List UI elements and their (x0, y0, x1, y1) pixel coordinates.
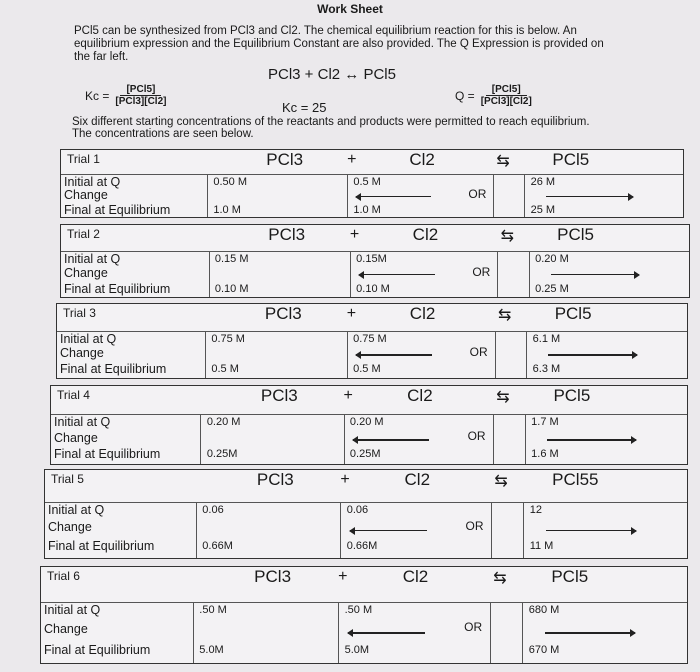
row-label-final: Final at Equilibrium (44, 642, 151, 657)
pcl5-final: 25 M (530, 203, 556, 216)
left-change-arrow (350, 530, 427, 532)
row-label-final: Final at Equilibrium (60, 362, 167, 377)
cl2-final: 5.0M (344, 643, 370, 656)
row-label-change: Change (60, 346, 104, 361)
or-label: OR (469, 344, 488, 359)
equilibrium-arrow: ⇆ (498, 307, 512, 324)
plus-sign: + (343, 387, 353, 404)
pcl3-final: 5.0M (199, 643, 224, 656)
trial-table (60, 149, 684, 218)
column-divider (193, 602, 194, 663)
cl2-initial: 0.06 (346, 503, 369, 516)
pcl3-initial: 0.50 M (213, 176, 248, 189)
kc-denominator: [PCl3][Cl2] (115, 96, 167, 107)
species-pcl3: PCl3 (264, 304, 302, 323)
species-pcl3: PCl3 (256, 470, 294, 489)
pcl5-final: 0.25 M (535, 282, 569, 295)
right-change-arrow (545, 632, 635, 634)
pcl3-final: 0.25M (206, 448, 238, 461)
pcl5-initial: 26 M (530, 176, 556, 189)
column-divider (347, 174, 348, 217)
pcl5-initial: 6.1 M (532, 332, 561, 345)
column-divider (205, 331, 206, 378)
q-fraction (481, 84, 532, 107)
column-divider (524, 174, 525, 217)
equilibrium-arrow: ⇆ (496, 389, 510, 406)
species-cl2: Cl2 (409, 304, 436, 323)
cl2-final: 0.66M (346, 540, 378, 553)
column-divider (350, 251, 351, 297)
row-label-change: Change (48, 520, 92, 535)
row-label-final: Final at Equilibrium (64, 281, 171, 296)
plus-sign: + (346, 305, 357, 322)
pcl3-initial: .50 M (199, 603, 227, 616)
reaction-equation: PCl3 + Cl2 ↔ PCl5 (268, 66, 396, 83)
plus-sign: + (338, 568, 348, 585)
column-divider (522, 602, 523, 663)
species-cl2: Cl2 (402, 567, 429, 586)
species-pcl5: PCl5 (552, 150, 590, 169)
or-label: OR (464, 619, 483, 634)
species-cl2: Cl2 (409, 150, 435, 169)
row-label-final: Final at Equilibrium (64, 202, 171, 217)
pcl3-initial: 0.15 M (214, 252, 249, 265)
pcl5-final: 11 M (529, 540, 554, 553)
kc-numerator: [PCl5] (120, 84, 161, 96)
trial-name: Trial 4 (57, 388, 90, 402)
right-change-arrow (546, 196, 633, 198)
column-divider (523, 502, 524, 558)
trial-name: Trial 1 (67, 152, 100, 166)
pcl3-final: 0.10 M (214, 282, 249, 295)
row-label-change: Change (64, 188, 108, 203)
trial-table (40, 566, 688, 664)
row-label-initial: Initial at Q (64, 251, 121, 266)
pcl3-final: 0.66M (202, 540, 233, 553)
cl2-initial: 0.5 M (353, 176, 381, 189)
trial-name: Trial 3 (63, 306, 96, 320)
cl2-final: 0.10 M (356, 282, 390, 295)
row-divider (61, 251, 689, 252)
row-label-change: Change (64, 266, 108, 281)
species-pcl3: PCl3 (268, 225, 306, 244)
species-pcl3: PCl3 (266, 150, 304, 169)
species-pcl5: PCl5 (551, 567, 589, 586)
column-divider (490, 602, 491, 663)
left-change-arrow (359, 274, 434, 276)
pcl3-final: 1.0 M (213, 203, 241, 216)
column-divider (529, 251, 530, 297)
q-label: Q = (455, 88, 475, 103)
column-divider (196, 502, 197, 558)
q-expression (455, 84, 532, 107)
row-label-change: Change (54, 430, 98, 445)
species-pcl5: PCl5 (554, 304, 592, 323)
equilibrium-arrow: ⇆ (493, 570, 507, 587)
cl2-final: 1.0 M (353, 203, 381, 216)
pcl5-initial: 680 M (528, 603, 560, 616)
row-label-initial: Initial at Q (44, 602, 101, 617)
page-title: Work Sheet (317, 2, 383, 16)
instructions-text: Six different starting concentrations of the reactants and products were permitted to reach equilibrium. The concentrations are seen below. (72, 116, 590, 140)
cl2-initial: 0.75 M (353, 332, 387, 345)
species-pcl5: PCl5 (553, 386, 591, 405)
row-label-final: Final at Equilibrium (54, 447, 161, 462)
cl2-initial: .50 M (344, 603, 373, 616)
kc-fraction (115, 84, 166, 107)
column-divider (200, 414, 201, 464)
left-change-arrow (356, 354, 432, 356)
left-change-arrow (356, 196, 431, 198)
right-change-arrow (548, 354, 636, 356)
trial-table (50, 385, 688, 465)
column-divider (525, 414, 526, 464)
equilibrium-arrow: ⇆ (494, 473, 508, 490)
trial-table (44, 469, 688, 559)
q-denominator: [PCl3][Cl2] (480, 96, 532, 107)
or-label: OR (467, 429, 486, 444)
column-divider (344, 414, 345, 464)
species-cl2: Cl2 (404, 470, 431, 489)
plus-sign: + (340, 471, 350, 488)
pcl3-initial: 0.20 M (206, 416, 241, 429)
left-change-arrow (353, 439, 429, 441)
plus-sign: + (347, 151, 357, 168)
or-label: OR (472, 264, 491, 279)
species-pcl3: PCl3 (254, 567, 292, 586)
right-change-arrow (551, 274, 639, 276)
trial-name: Trial 5 (51, 472, 84, 486)
pcl5-initial: 0.20 M (535, 252, 569, 265)
kc-value: Kc = 25 (282, 100, 327, 115)
equilibrium-arrow: ⇆ (496, 153, 510, 170)
row-divider (41, 602, 687, 603)
left-change-arrow (348, 632, 426, 634)
right-change-arrow (546, 530, 636, 532)
row-label-initial: Initial at Q (48, 502, 105, 517)
right-change-arrow (547, 439, 636, 441)
pcl5-final: 1.6 M (531, 448, 559, 461)
row-label-initial: Initial at Q (54, 415, 111, 430)
cl2-final: 0.25M (349, 448, 381, 461)
row-divider (61, 174, 683, 175)
or-label: OR (468, 186, 487, 201)
column-divider (497, 251, 498, 297)
pcl5-final: 670 M (528, 643, 560, 656)
species-pcl3: PCl3 (260, 386, 298, 405)
pcl3-initial: 0.06 (202, 503, 224, 516)
column-divider (209, 251, 210, 297)
species-pcl5: PCl5 (557, 225, 594, 244)
species-cl2: Cl2 (412, 225, 439, 244)
trial-name: Trial 6 (47, 569, 80, 583)
cl2-initial: 0.20 M (349, 416, 384, 429)
column-divider (493, 414, 494, 464)
row-divider (45, 502, 687, 503)
column-divider (207, 174, 208, 217)
kc-label: Kc = (85, 88, 110, 103)
row-label-initial: Initial at Q (60, 331, 117, 346)
column-divider (491, 502, 492, 558)
column-divider (495, 331, 496, 378)
column-divider (338, 602, 339, 663)
species-pcl5: PCl55 (552, 470, 599, 489)
pcl3-initial: 0.75 M (211, 332, 245, 345)
or-label: OR (465, 518, 484, 533)
row-label-initial: Initial at Q (64, 175, 121, 190)
trial-table (60, 224, 690, 298)
column-divider (347, 331, 348, 378)
trial-table (56, 303, 688, 379)
pcl5-final: 6.3 M (532, 363, 561, 376)
row-divider (57, 331, 687, 332)
species-cl2: Cl2 (407, 386, 433, 405)
row-divider (51, 414, 687, 415)
pcl3-final: 0.5 M (211, 363, 239, 376)
pcl5-initial: 1.7 M (531, 416, 559, 429)
cl2-final: 0.5 M (353, 363, 381, 376)
column-divider (493, 174, 494, 217)
equilibrium-arrow: ⇆ (500, 228, 514, 245)
row-label-final: Final at Equilibrium (48, 539, 155, 554)
trial-name: Trial 2 (67, 227, 100, 241)
pcl5-initial: 12 (529, 503, 542, 516)
row-label-change: Change (44, 622, 88, 637)
column-divider (340, 502, 341, 558)
q-numerator: [PCl5] (486, 84, 527, 96)
plus-sign: + (349, 226, 360, 243)
column-divider (526, 331, 527, 378)
cl2-initial: 0.15M (356, 252, 387, 265)
intro-text: PCl5 can be synthesized from PCl3 and Cl2. The chemical equilibrium reaction for this is below. An equilibrium expression and the Equilibrium Constant are also provided. The Q Expression is provided on the far left. (74, 25, 604, 63)
kc-expression (85, 84, 166, 107)
